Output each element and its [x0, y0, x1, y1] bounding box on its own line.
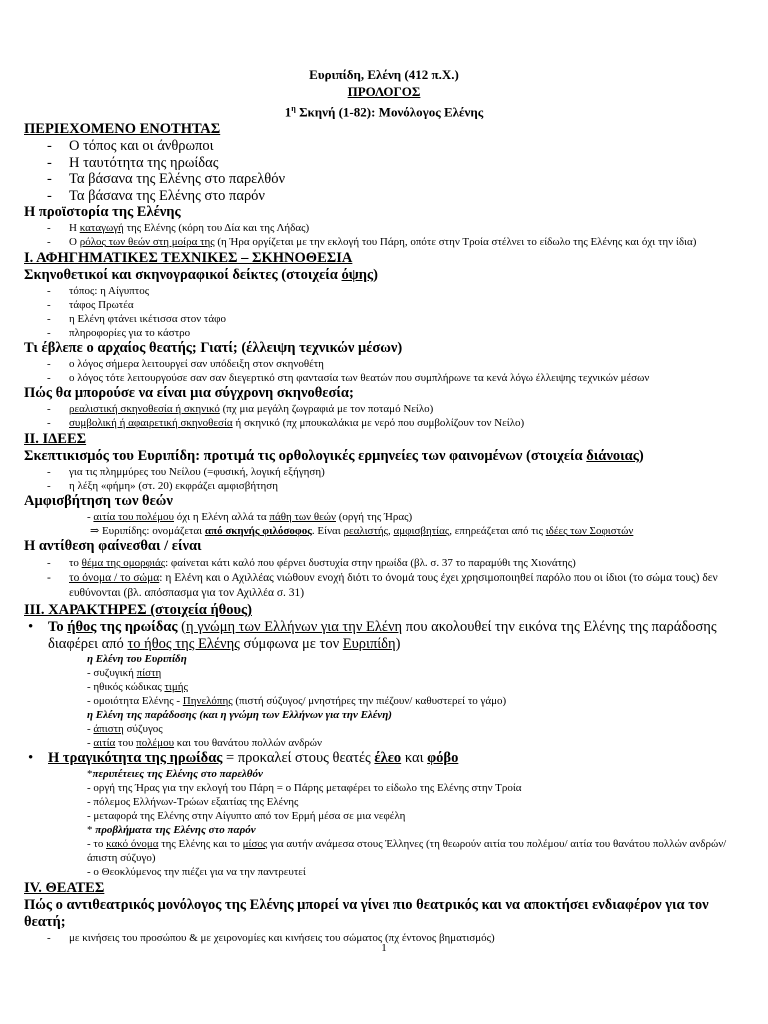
section-2-heading: ΙΙ. ΙΔΕΕΣ [24, 431, 87, 448]
skepticism-list [24, 465, 744, 493]
tragic-line: - πόλεμος Ελλήνων-Τρώων εξαιτίας της Ελένης [87, 795, 299, 808]
gods-line-2: ⇒ Ευριπίδης: ονομάζεται από σκηνής φιλόσοφος. Είναι ρεαλιστής, αμφισβητίας, επηρεάζεται από τις ιδέες των Σοφιστών [90, 525, 634, 538]
list-item: - Η καταγωγή της Ελένης (κόρη του Δία και της Λήδας) [24, 221, 744, 235]
section-contents-heading: ΠΕΡΙΕΧΟΜΕΝΟ ΕΝΟΤΗΤΑΣ [24, 121, 221, 138]
list-item: - Τα βάσανα της Ελένης στο παρόν [24, 188, 744, 205]
tragic-line: - ο Θεοκλύμενος την πιέζει για να την παντρευτεί [87, 865, 306, 878]
doc-title: Ευριπίδη, Ελένη (412 π.Χ.) [309, 67, 459, 82]
appearance-reality-heading: Η αντίθεση φαίνεσθαι / είναι [24, 538, 202, 555]
tragic-label: * προβλήματα της Ελένης στο παρόν [87, 823, 256, 836]
list-item: - τάφος Πρωτέα [24, 298, 744, 312]
list-item: - ρεαλιστική σκηνοθεσία ή σκηνικό (πχ μια μεγάλη ζωγραφιά με τον ποταμό Νείλο) [24, 402, 744, 416]
page-number: 1 [381, 942, 387, 954]
ethos-line: - ομοιότητα Ελένης - Πηνελόπης (πιστή σύζυγος/ μνηστήρες την πιέζουν/ καθυστερεί το γάμο) [87, 695, 507, 708]
stage-indicators-heading: Σκηνοθετικοί και σκηνογραφικοί δείκτες (στοιχεία όψης) [24, 267, 378, 284]
modern-staging-heading: Πώς θα μπορούσε να είναι μια σύγχρονη σκηνοθεσία; [24, 385, 354, 402]
list-item: - ο λόγος σήμερα λειτουργεί σαν υπόδειξη στον σκηνοθέτη [24, 357, 744, 371]
tragic-line: - μεταφορά της Ελένης στην Αίγυπτο από τον Ερμή μέσα σε μια νεφέλη [87, 809, 406, 822]
tragic-line: - το κακό όνομα της Ελένης και το μίσος για αυτήν ανάμεσα στους Έλληνες (τη θεωρούν αιτία του πολέμου/ αιτία του θανάτου πολλών ανδρών/ άπιστη σύζυγο) [87, 837, 727, 864]
tragic-line: - οργή της Ήρας για την εκλογή του Πάρη = ο Πάρης μεταφέρει το είδωλο της Ελένης στην Τροία [87, 781, 522, 794]
gods-line-1: - αιτία του πολέμου όχι η Ελένη αλλά τα πάθη των θεών (οργή της Ήρας) [87, 511, 413, 524]
prehistory-heading: Η προϊστορία της Ελένης [24, 204, 181, 221]
list-item: - Ο τόπος και οι άνθρωποι [24, 138, 744, 155]
section-3-heading: ΙΙΙ. ΧΑΡΑΚΤΗΡΕΣ (στοιχεία ήθους) [24, 602, 252, 619]
tragic-heroine-bullet: • Η τραγικότητα της ηρωίδας = προκαλεί στους θεατές έλεο και φόβο [24, 750, 744, 767]
list-item: - ο λόγος τότε λειτουργούσε σαν σαν διεγερτικό στη φαντασία των θεατών που συμπλήρωνε τα κενά λόγω έλλειψης τεχνικών μέσων [24, 371, 744, 385]
list-item: - Ο ρόλος των θεών στη μοίρα της (η Ήρα οργίζεται με την εκλογή του Πάρη, οπότε στην Τροία στέλνει το είδωλο της Ελένης και όχι την ίδια) [24, 235, 744, 249]
list-item: - συμβολική ή αφαιρετική σκηνοθεσία ή σκηνικό (πχ μπουκαλάκια με νερό που συμβολίζουν τον Νείλο) [24, 416, 744, 430]
euripides-skepticism-heading: Σκεπτικισμός του Ευριπίδη: προτιμά τις ορθολογικές ερμηνείες των φαινομένων (στοιχεία διάνοιας) [24, 448, 644, 465]
list-item: - πληροφορίες για το κάστρο [24, 326, 744, 340]
ancient-viewer-heading: Τι έβλεπε ο αρχαίος θεατής; Γιατί; (έλλειψη τεχνικών μέσων) [24, 340, 403, 357]
section-1-heading: Ι. ΑΦΗΓΗΜΑΤΙΚΕΣ ΤΕΧΝΙΚΕΣ – ΣΚΗΝΟΘΕΣΙΑ [24, 250, 353, 267]
list-item: - για τις πλημμύρες του Νείλου (=φυσική, λογική εξήγηση) [24, 465, 744, 479]
list-item: - τόπος: η Αίγυπτος [24, 284, 744, 298]
heroine-ethos-bullet: • Το ήθος της ηρωίδας (η γνώμη των Ελλήνων για την Ελένη που ακολουθεί την εικόνα της Ελένης της παράδοσης διαφέρει από το ήθος της Ελένης σύμφωνα με τον Ευριπίδη) [24, 619, 744, 652]
list-item: - η Ελένη φτάνει ικέτισσα στον τάφο [24, 312, 744, 326]
list-item: - το θέμα της ομορφιάς: φαίνεται κάτι καλό που φέρνει δυστυχία στην ηρωίδα (βλ. σ. 37 το παραμύθι της Χιονάτης) [24, 555, 744, 571]
list-item: - Η ταυτότητα της ηρωίδας [24, 155, 744, 172]
ethos-line: - άπιστη σύζυγος [87, 723, 163, 736]
modern-staging-list [24, 402, 744, 430]
stage-indicators-list [24, 284, 744, 340]
ethos-line: - αιτία του πολέμου και του θανάτου πολλών ανδρών [87, 737, 323, 750]
doc-subtitle: ΠΡΟΛΟΓΟΣ [347, 84, 421, 99]
tragic-label: *περιπέτειες της Ελένης στο παρελθόν [87, 767, 263, 780]
doc-scene-title: $1^\eta$ Σκηνή (1-82): Μονόλογος Ελένης [284, 104, 484, 120]
contents-list [24, 138, 744, 204]
helen-tradition-label: η Ελένη της παράδοσης (και η γνώμη των Ελλήνων για την Ελένη) [87, 709, 392, 722]
ethos-line: - ηθικός κώδικας τιμής [87, 681, 188, 694]
gods-dispute-heading: Αμφισβήτηση των θεών [24, 493, 173, 510]
audience-question: Πώς ο αντιθεατρικός μονόλογος της Ελένης μπορεί να γίνει πιο θεατρικός και να αποκτήσει ενδιαφέρον για τον θεατή; [24, 896, 709, 930]
helen-euripides-label: η Ελένη του Ευριπίδη [87, 653, 187, 666]
ethos-line: - συζυγική πίστη [87, 667, 162, 680]
list-item: - Τα βάσανα της Ελένης στο παρελθόν [24, 171, 744, 188]
prehistory-list [24, 221, 744, 249]
section-4-heading: ΙV. ΘΕΑΤΕΣ [24, 879, 105, 896]
ancient-viewer-list [24, 357, 744, 385]
appearance-reality-list [24, 555, 744, 601]
list-item: - με κινήσεις του προσώπου & με χειρονομίες και κινήσεις του σώματος (πχ έντονος βηματισμός) [24, 931, 744, 945]
list-item: - η λέξη «φήμη» (στ. 20) εκφράζει αμφισβήτηση [24, 479, 744, 493]
list-item: - το όνομα / το σώμα: η Ελένη και ο Αχιλλέας νιώθουν ενοχή διότι το όνομά τους έχει χρησιμοποιηθεί παρόλο που οι ίδιοι (το σώμα τους) δεν ευθύνονται (βλ. απόσπασμα για τον Αχιλλέα σ. 31) [24, 571, 744, 601]
